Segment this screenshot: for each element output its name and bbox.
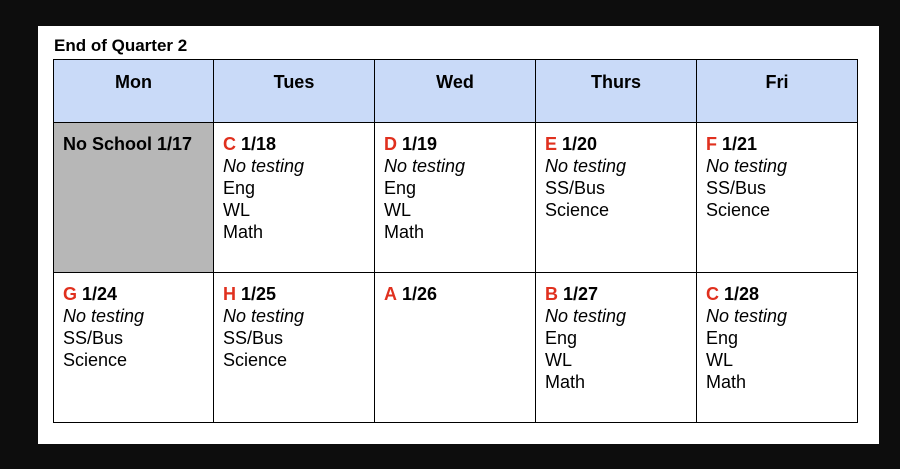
subject: Science [63, 350, 128, 370]
day-letter: A [384, 284, 397, 304]
day-date: 1/20 [562, 134, 598, 154]
testing-note: No testing [223, 306, 305, 326]
subject: Eng [384, 178, 417, 198]
header-mon: Mon [54, 60, 214, 123]
day-letter: G [63, 284, 78, 304]
day-date: 1/28 [724, 284, 760, 304]
day-cell [375, 273, 536, 423]
page-title: End of Quarter 2 [54, 36, 188, 55]
day-date: 1/24 [82, 284, 118, 304]
testing-note: No testing [706, 156, 788, 176]
subject: Math [545, 372, 586, 392]
header-thurs: Thurs [536, 60, 697, 123]
subject: Science [706, 200, 771, 220]
schedule-sheet [38, 26, 879, 444]
subject: Eng [706, 328, 739, 348]
day-letter: D [384, 134, 397, 154]
subject: Math [706, 372, 747, 392]
header-tues: Tues [214, 60, 375, 123]
day-date: 1/25 [241, 284, 277, 304]
no-school-label: No School 1/17 [63, 134, 193, 154]
day-date: 1/18 [241, 134, 277, 154]
testing-note: No testing [706, 306, 788, 326]
subject: Math [223, 222, 264, 242]
week-row [54, 273, 858, 423]
day-date: 1/27 [563, 284, 599, 304]
subject: Math [384, 222, 425, 242]
subject: SS/Bus [223, 328, 284, 348]
day-cell [214, 123, 375, 273]
subject: WL [545, 350, 572, 370]
subject: Eng [223, 178, 256, 198]
subject: WL [384, 200, 411, 220]
day-cell [697, 273, 858, 423]
subject: WL [223, 200, 250, 220]
header-fri: Fri [697, 60, 858, 123]
testing-note: No testing [63, 306, 145, 326]
subject: SS/Bus [545, 178, 606, 198]
day-letter: F [706, 134, 717, 154]
testing-note: No testing [545, 156, 627, 176]
header-row [54, 60, 858, 123]
subject: Eng [545, 328, 578, 348]
subject: SS/Bus [63, 328, 124, 348]
testing-note: No testing [384, 156, 466, 176]
day-letter: H [223, 284, 236, 304]
day-letter: E [545, 134, 558, 154]
subject: Science [223, 350, 288, 370]
testing-note: No testing [223, 156, 305, 176]
day-date: 1/26 [402, 284, 438, 304]
week-row [54, 123, 858, 273]
day-cell [697, 123, 858, 273]
day-letter: C [223, 134, 236, 154]
day-date: 1/19 [402, 134, 438, 154]
subject: SS/Bus [706, 178, 767, 198]
day-cell [375, 123, 536, 273]
day-cell [536, 273, 697, 423]
day-cell [536, 123, 697, 273]
subject: WL [706, 350, 733, 370]
day-cell [214, 273, 375, 423]
calendar-table [53, 59, 858, 423]
day-letter: C [706, 284, 719, 304]
day-cell [54, 273, 214, 423]
day-cell-no-school [54, 123, 214, 273]
subject: Science [545, 200, 610, 220]
header-wed: Wed [375, 60, 536, 123]
day-date: 1/21 [722, 134, 758, 154]
testing-note: No testing [545, 306, 627, 326]
day-letter: B [545, 284, 558, 304]
